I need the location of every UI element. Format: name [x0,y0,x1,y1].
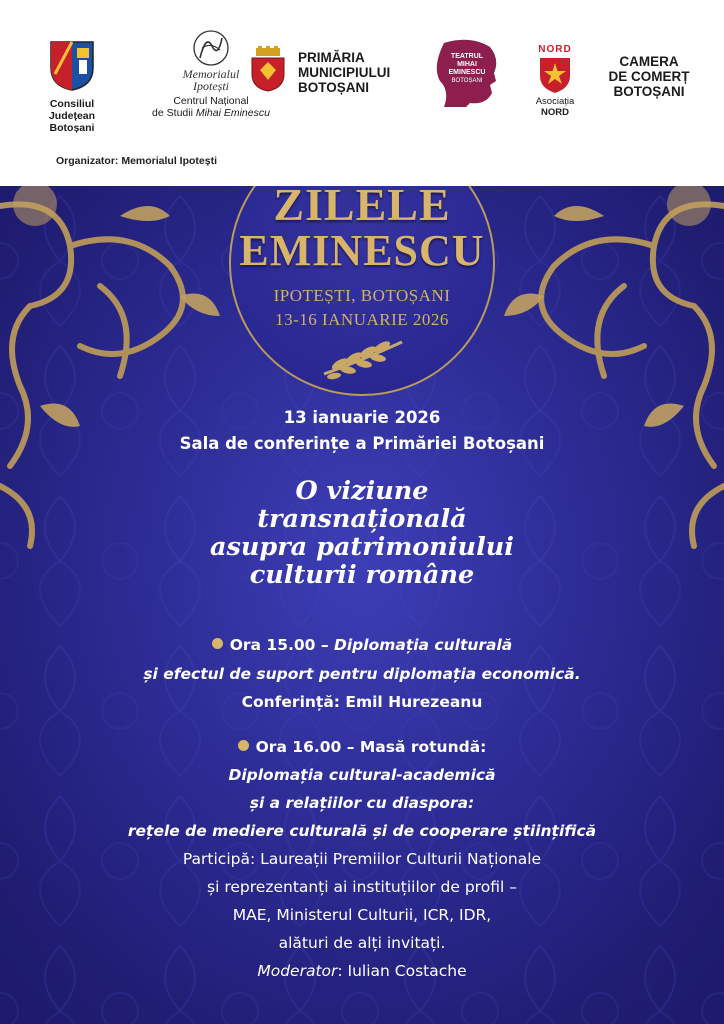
primaria-line3: BOTOȘANI [298,80,370,95]
teatrul-line2: MIHAI [457,61,477,68]
organizer-label: Organizator: Memorialul Ipotești [56,155,218,167]
consiliul-line2: Județean [48,110,96,122]
logo-teatrul-eminescu [430,37,502,109]
session1-title: Diplomația culturală [333,636,513,654]
teatrul-line4: BOTOȘANI [451,78,483,84]
session2-title-line2: și a relațiilor cu diaspora: [249,794,475,812]
teatrul-line3: EMINESCU [448,69,486,76]
memorial-monogram-icon [188,28,234,68]
laurel-branch-icon [318,336,408,380]
memorial-line2-text: de Studii [152,107,196,119]
logo-asociatia-nord [525,44,585,118]
session1-heading [0,636,724,655]
memorial-script-line2: Ipotești [193,79,229,93]
session1-speaker: Conferință: Emil Hurezeanu [241,693,483,711]
camera-line3: BOTOȘANI [613,84,685,99]
nord-line1: Asociația [535,96,575,107]
topic-line4: culturii române [249,560,475,590]
moderator-line [0,962,724,981]
nord-shield-icon [538,56,572,94]
event-venue: Sala de conferințe a Primăriei Botoșani [179,434,545,453]
memorial-line1: Centrul Național [173,95,249,107]
session1-time: Ora 15.00 – [229,636,334,654]
session2-title-line3: rețele de mediere culturală și de cooperare științifică [127,822,597,840]
session2-heading [0,738,724,757]
festival-title-line2: EMINESCU [239,226,485,275]
camera-line2: DE COMERȚ [608,69,690,84]
consiliul-line1: Consiliul [49,98,95,110]
topic-line3: asupra patrimoniului [209,532,514,562]
festival-title-line1: ZILELE [273,186,451,230]
teatrul-line1: TEATRUL [450,53,484,60]
county-crest-icon [49,40,95,92]
festival-place: IPOTEȘTI, BOTOȘANI [273,286,451,305]
participants-line2: și reprezentanți ai instituțiilor de profil – [207,878,517,896]
primaria-line2: MUNICIPIULUI [298,65,391,80]
nord-line2: NORD [541,107,569,118]
sponsor-header [0,0,724,186]
topic-line2: transnațională [257,504,467,534]
moderator-label: Moderator [257,962,338,980]
logo-consiliul-judetean [38,40,106,134]
participants-line3: MAE, Ministerul Culturii, ICR, IDR, [232,906,492,924]
moderator-name: : Iulian Costache [337,962,467,980]
city-crest-icon [250,46,286,92]
session2-title-line1: Diplomația cultural-academică [228,766,496,784]
memorial-line2 [136,107,286,119]
festival-dates: 13-16 IANUARIE 2026 [275,310,449,329]
memorial-script-line1: Memorialul [182,67,240,81]
participants-line4: alături de alți invitați. [278,934,446,952]
session1-line2: și efectul de suport pentru diplomația economică. [143,665,581,683]
event-date: 13 ianuarie 2026 [283,408,441,427]
topic-line1: O viziune [295,476,429,506]
camera-line1: CAMERA [619,54,679,69]
primaria-line1: PRIMĂRIA [298,50,365,65]
consiliul-line3: Botoșani [49,122,95,134]
session2-time: Ora 16.00 – Masă rotundă: [255,738,487,756]
bullet-icon [212,638,223,649]
event-poster [0,186,724,1024]
memorial-eminescu-name: Mihai Eminescu [195,107,270,119]
participants-line1: Participă: Laureații Premiilor Culturii Naționale [182,850,542,868]
logo-camera-comert [598,54,700,99]
bullet-icon [238,740,249,751]
nord-top-label: NORD [538,44,572,55]
